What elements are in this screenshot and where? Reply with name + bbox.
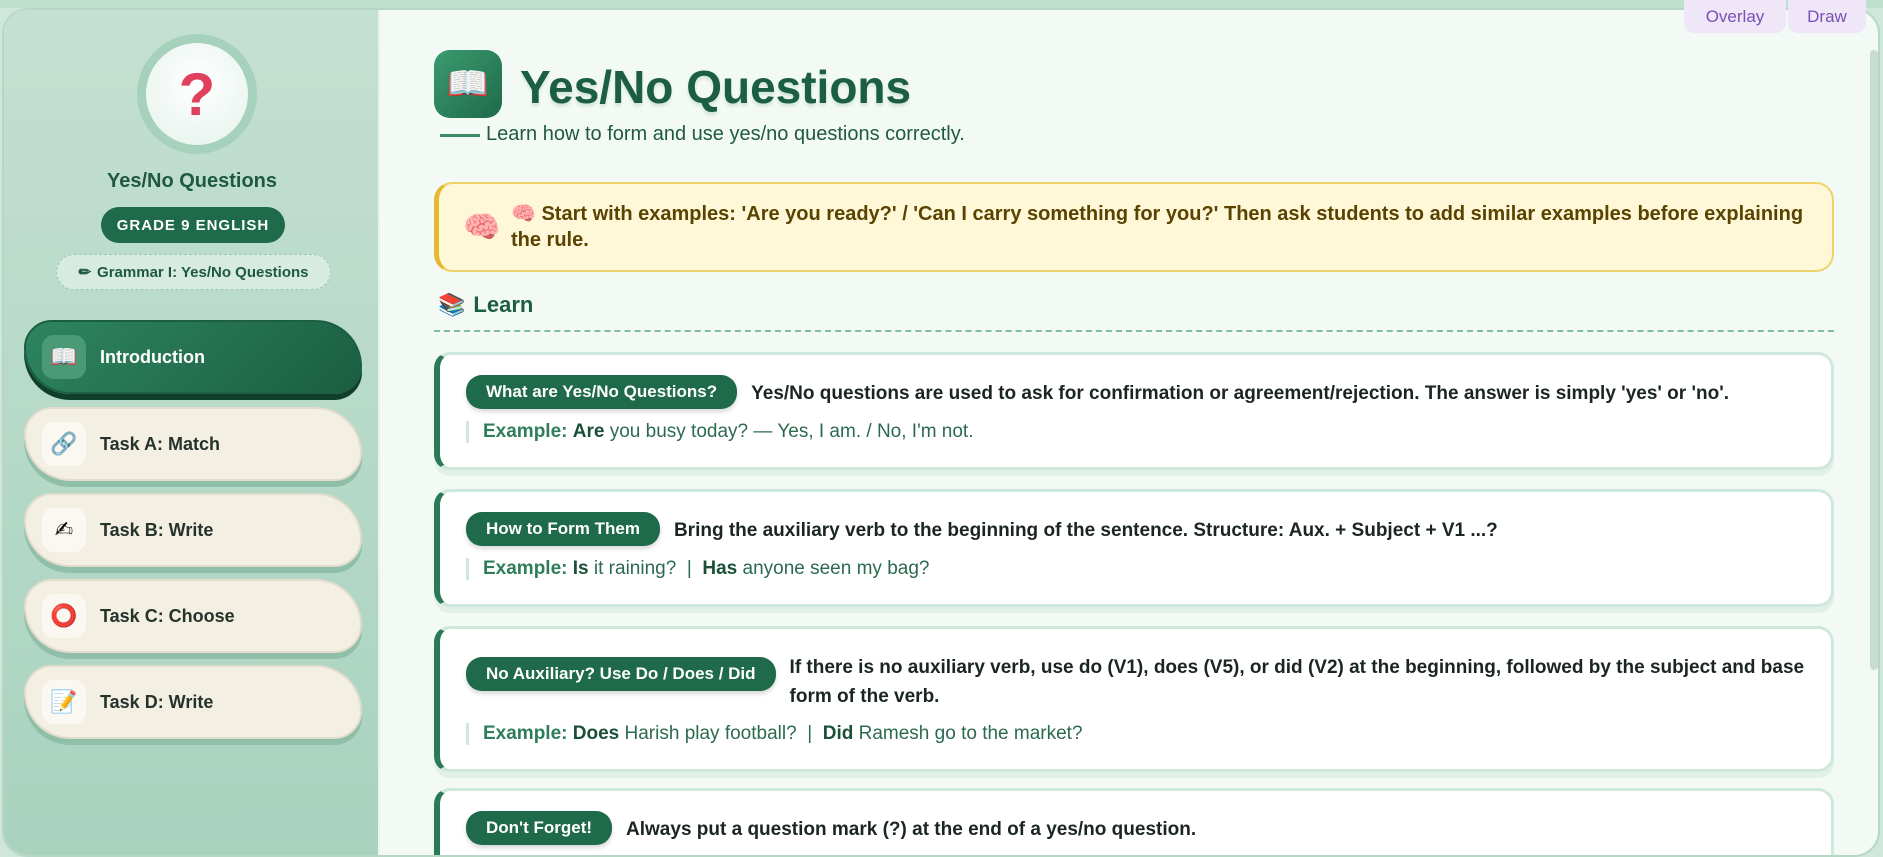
card-example xyxy=(466,421,1805,443)
sidebar xyxy=(4,10,380,855)
circle-icon: ⭕ xyxy=(42,594,86,638)
question-mark-icon: ? xyxy=(146,43,248,145)
sidebar-item-introduction[interactable] xyxy=(24,320,362,394)
concept-card xyxy=(434,788,1834,857)
concept-card xyxy=(434,352,1834,470)
page-title: Yes/No Questions xyxy=(520,61,912,113)
card-example xyxy=(466,723,1805,745)
learn-section-heading xyxy=(438,292,533,318)
overlay-button[interactable]: Overlay xyxy=(1684,0,1786,33)
sidebar-item-task-c[interactable] xyxy=(24,579,362,653)
card-description: If there is no auxiliary verb, use do (V1), does (V5), or did (V2) at the beginning, followed by the subject and base form of the verb. xyxy=(789,657,1805,707)
grade-badge: GRADE 9 ENGLISH xyxy=(101,207,285,243)
draw-button[interactable]: Draw xyxy=(1788,0,1866,33)
concept-card xyxy=(434,489,1834,607)
example-text: it raining? xyxy=(588,558,677,579)
window-top-strip xyxy=(0,0,1883,8)
card-description: Bring the auxiliary verb to the beginning of the sentence. Structure: Aux. + Subject + V1 ...? xyxy=(673,520,1498,541)
writing-hand-icon: ✍ xyxy=(42,508,86,552)
books-icon: 📚 xyxy=(438,292,466,317)
example-text: Ramesh go to the market? xyxy=(853,723,1083,744)
scrollbar[interactable] xyxy=(1870,50,1878,670)
card-example xyxy=(466,558,1805,580)
example-label: Example: xyxy=(483,723,568,744)
example-keyword: Does xyxy=(572,723,620,744)
example-separator: | xyxy=(796,723,823,744)
example-keyword: Has xyxy=(702,558,738,579)
example-keyword: Did xyxy=(822,723,854,744)
book-icon: 📖 xyxy=(42,335,86,379)
main-content xyxy=(434,10,1834,855)
learn-heading-label: Learn xyxy=(473,292,534,317)
card-description: Yes/No questions are used to ask for confirmation or agreement/rejection. The answer is simply 'yes' or 'no'. xyxy=(751,383,1729,404)
example-label: Example: xyxy=(483,558,568,579)
card-badge: No Auxiliary? Use Do / Does / Did xyxy=(466,657,776,691)
question-mark-logo xyxy=(137,34,257,154)
page-subtitle: Learn how to form and use yes/no questions correctly. xyxy=(486,123,965,145)
teacher-tip-box xyxy=(434,182,1834,272)
subtitle-divider xyxy=(440,134,480,137)
topic-label: Grammar I: Yes/No Questions xyxy=(97,263,309,281)
sidebar-item-task-b[interactable] xyxy=(24,493,362,567)
sidebar-title: Yes/No Questions xyxy=(106,170,278,192)
sidebar-item-label: Introduction xyxy=(100,346,205,367)
memo-icon: 📝 xyxy=(42,680,86,724)
sidebar-item-label: Task B: Write xyxy=(100,519,214,540)
card-badge: Don't Forget! xyxy=(466,811,612,845)
card-description: Always put a question mark (?) at the end of a yes/no question. xyxy=(626,819,1197,840)
brain-icon: 🧠 xyxy=(463,209,501,245)
sidebar-item-task-a[interactable] xyxy=(24,407,362,481)
concept-card xyxy=(434,626,1834,772)
example-text: anyone seen my bag? xyxy=(737,558,930,579)
app-frame xyxy=(2,8,1880,857)
link-icon: 🔗 xyxy=(42,422,86,466)
sidebar-item-label: Task A: Match xyxy=(100,433,221,454)
example-keyword: Are xyxy=(572,421,605,442)
section-divider xyxy=(434,330,1834,332)
example-text: you busy today? — Yes, I am. / No, I'm not. xyxy=(604,421,974,442)
topic-badge xyxy=(56,254,331,290)
sidebar-item-label: Task D: Write xyxy=(100,691,214,712)
example-label: Example: xyxy=(483,421,568,442)
card-badge: What are Yes/No Questions? xyxy=(466,375,737,409)
pencil-icon: ✏ xyxy=(78,264,92,281)
example-text: Harish play football? xyxy=(619,723,797,744)
example-separator: | xyxy=(676,558,703,579)
card-badge: How to Form Them xyxy=(466,512,660,546)
book-icon: 📖 xyxy=(434,50,502,118)
tip-text: 🧠 Start with examples: 'Are you ready?' / 'Can I carry something for you?' Then ask students to add similar examples before explaining the rule. xyxy=(511,203,1804,251)
sidebar-item-task-d[interactable] xyxy=(24,665,362,739)
sidebar-item-label: Task C: Choose xyxy=(100,605,235,626)
example-keyword: Is xyxy=(572,558,589,579)
